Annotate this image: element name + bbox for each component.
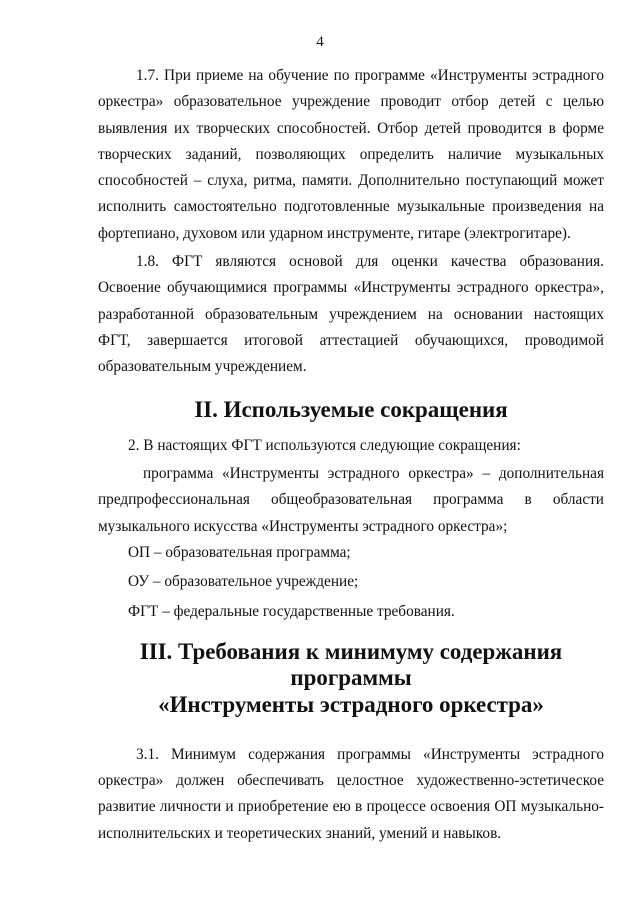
section-2-heading: II. Используемые сокращения (194, 396, 508, 422)
abbreviation-op: ОП – образовательная программа; (128, 544, 351, 562)
paragraph-2-intro: 2. В настоящих ФГТ используются следующие сокращения: (128, 436, 521, 454)
page-number: 4 (316, 34, 324, 50)
paragraph-1-7: 1.7. При приеме на обучение по программе «Инструменты эстрадного оркестра» образовательное учреждение проводит отбор детей с целью выявления их творческих способностей. Отбор детей проводится в форме творческих заданий, позволяющих определить наличие музыкальных способностей – слуха, ритма, памяти. Дополнительно поступающий может исполнить самостоятельно подготовленные музыкальные произведения на фортепиано, духовом или ударном инструменте, гитаре (электрогитаре). (98, 67, 604, 242)
section-3-heading-line1: III. Требования к минимуму содержания программы (139, 638, 563, 691)
program-definition: программа «Инструменты эстрадного оркестра» – дополнительная предпрофессиональная общеобразовательная программа в области музыкального искусства «Инструменты эстрадного оркестра»; (98, 465, 604, 535)
section-3-heading-line2: «Инструменты эстрадного оркестра» (158, 691, 544, 717)
abbreviation-fgt: ФГТ – федеральные государственные требования. (128, 602, 455, 620)
document-body (98, 63, 604, 847)
abbreviation-ou: ОУ – образовательное учреждение; (128, 573, 359, 591)
paragraph-3-1: 3.1. Минимум содержания программы «Инструменты эстрадного оркестра» должен обеспечивать целостное художественно-эстетическое развитие личности и приобретение ею в процессе освоения ОП музыкально-исполнительских и теоретических знаний, умений и навыков. (98, 745, 604, 842)
paragraph-1-8: 1.8. ФГТ являются основой для оценки качества образования. Освоение обучающимися программы «Инструменты эстрадного оркестра», разработанной образовательным учреждением на основании настоящих ФГТ, завершается итоговой аттестацией обучающихся, проводимой образовательным учреждением. (98, 253, 604, 376)
